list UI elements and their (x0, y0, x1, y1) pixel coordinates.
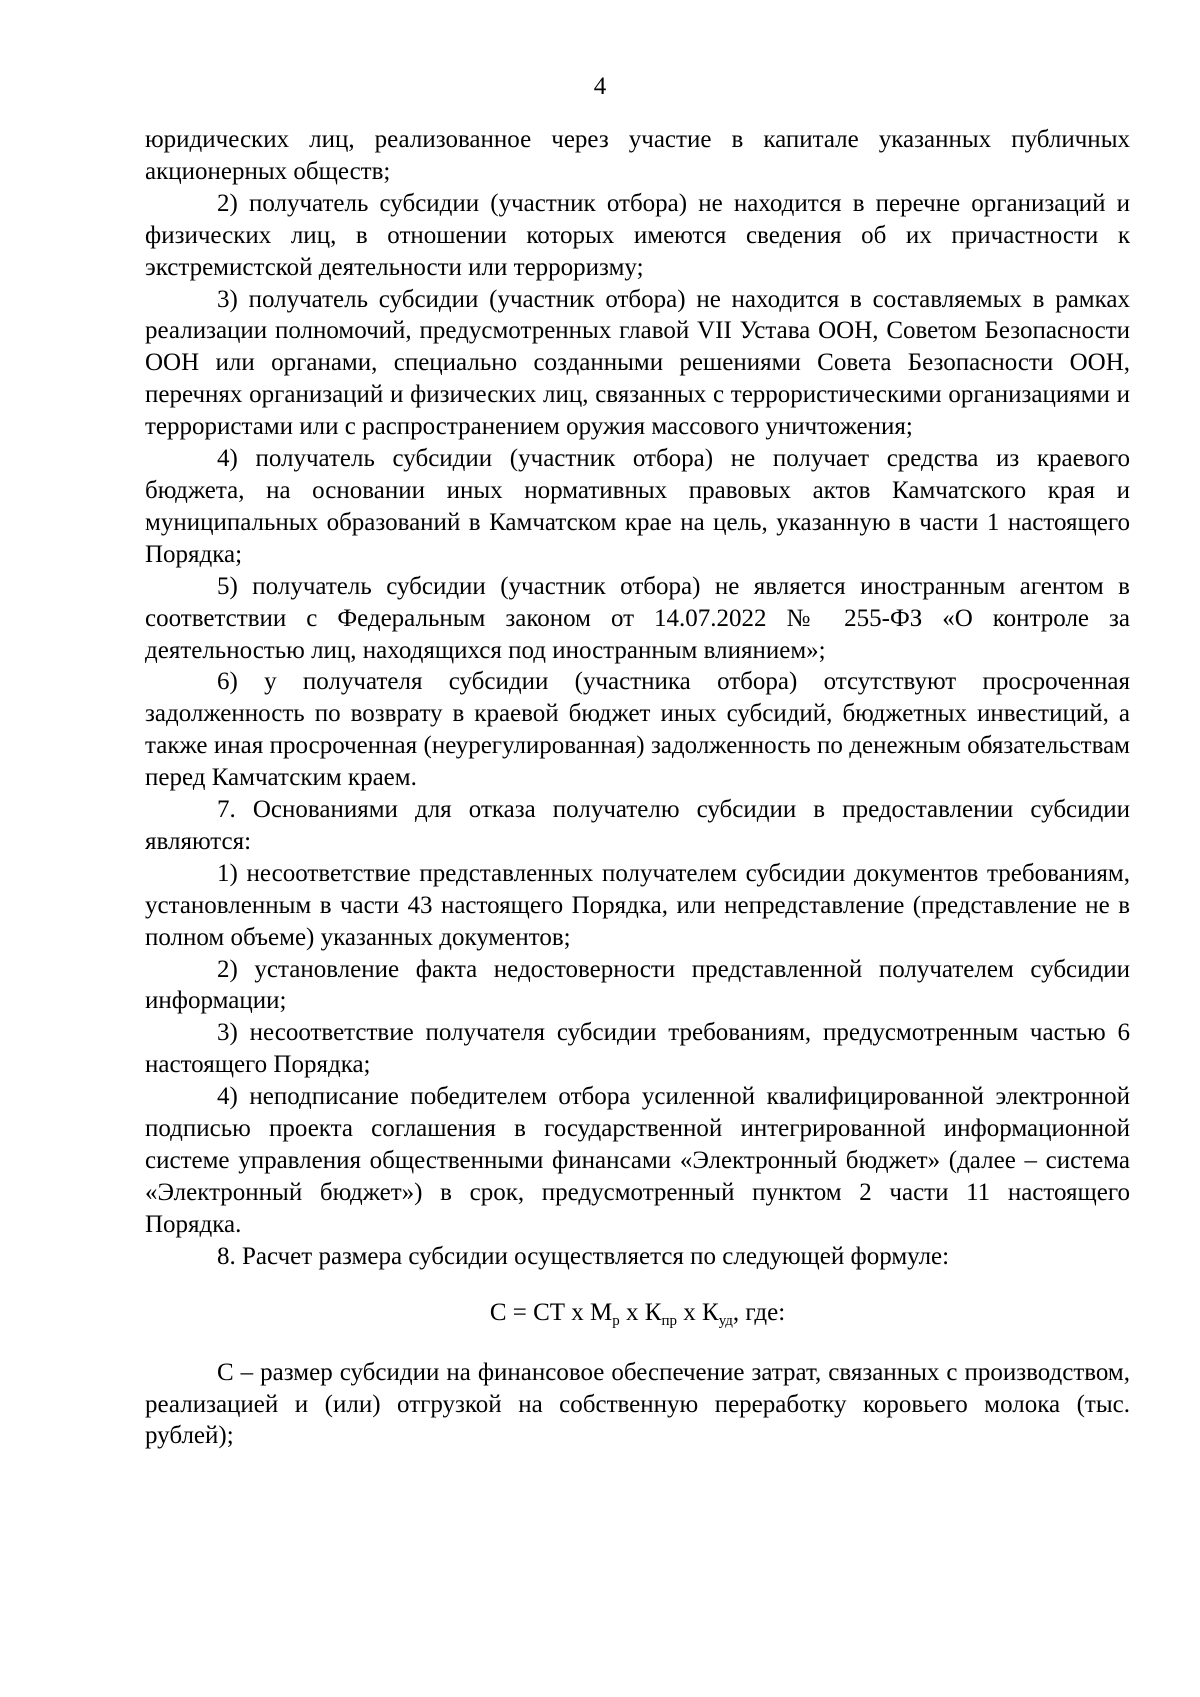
formula-sub-kud: уд (718, 1312, 733, 1329)
formula-tail: , где: (732, 1298, 786, 1326)
formula-lhs: С = СТ х М (489, 1298, 613, 1326)
section-8-heading: 8. Расчет размера субсидии осуществляется по следующей формуле: (217, 1242, 950, 1270)
paragraph-continuation: юридических лиц, реализованное через участие в капитале указанных публичных акционерных обществ; (145, 126, 1130, 185)
formula-sub-mp: р (612, 1312, 620, 1329)
list-item-6: 6) у получателя субсидии (участника отбора) отсутствуют просроченная задолженность по возврату в краевой бюджет иных субсидий, бюджетных инвестиций, а также иная просроченная (неурегулированная) задолженность по денежным обязательствам перед Камчатским краем. (145, 668, 1130, 792)
refusal-item-1: 1) несоответствие представленных получателем субсидии документов требованиям, установленным в части 43 настоящего Порядка, или непредставление (представление не в полном объеме) указанных документов; (145, 859, 1130, 951)
formula-definition-c: С – размер субсидии на финансовое обеспечение затрат, связанных с производством, реализацией и (или) отгрузкой на собственную переработку коровьего молока (тыс. рублей); (145, 1358, 1130, 1450)
subsidy-formula (145, 1293, 1130, 1333)
formula-mult-1: х К (619, 1298, 662, 1326)
list-item-4: 4) получатель субсидии (участник отбора) не получает средства из краевого бюджета, на основании иных нормативных правовых актов Камчатского края и муниципальных образований в Камчатском крае на цель, указанную в части 1 настоящего Порядка; (145, 445, 1130, 568)
page-number: 4 (593, 73, 607, 100)
list-item-5: 5) получатель субсидии (участник отбора) не является иностранным агентом в соответствии с Федеральным законом от 14.07.2022 № 255-ФЗ «О контроле за деятельностью лиц, находящихся под иностранным влиянием»; (145, 572, 1130, 664)
document-body (145, 124, 1130, 1452)
refusal-item-3: 3) несоответствие получателя субсидии требованиям, предусмотренным частью 6 настоящего Порядка; (145, 1019, 1130, 1079)
list-item-3: 3) получатель субсидии (участник отбора) не находится в составляемых в рамках реализации полномочий, предусмотренных главой VII Устава ООН, Советом Безопасности ООН или органами, специально созданными решениями Совета Безопасности ООН, перечнях организаций и физических лиц, связанных с террористическими организациями и террористами или с распространением оружия массового уничтожения; (145, 285, 1130, 441)
list-item-2: 2) получатель субсидии (участник отбора) не находится в перечне организаций и физических лиц, в отношении которых имеются сведения об их причастности к экстремистской деятельности или терроризму; (145, 189, 1130, 281)
refusal-item-4: 4) неподписание победителем отбора усиленной квалифицированной электронной подписью проекта соглашения в государственной интегрированной информационной системе управления общественными финансами «Электронный бюджет» (далее – система «Электронный бюджет») в срок, предусмотренный пунктом 2 части 11 настоящего Порядка. (145, 1083, 1130, 1238)
refusal-item-2: 2) установление факта недостоверности представленной получателем субсидии информации; (145, 955, 1130, 1015)
formula-mult-2: х К (677, 1298, 719, 1326)
formula-sub-kpr: пр (661, 1312, 677, 1329)
section-7-heading: 7. Основаниями для отказа получателю субсидии в предоставлении субсидии являются: (145, 796, 1130, 855)
